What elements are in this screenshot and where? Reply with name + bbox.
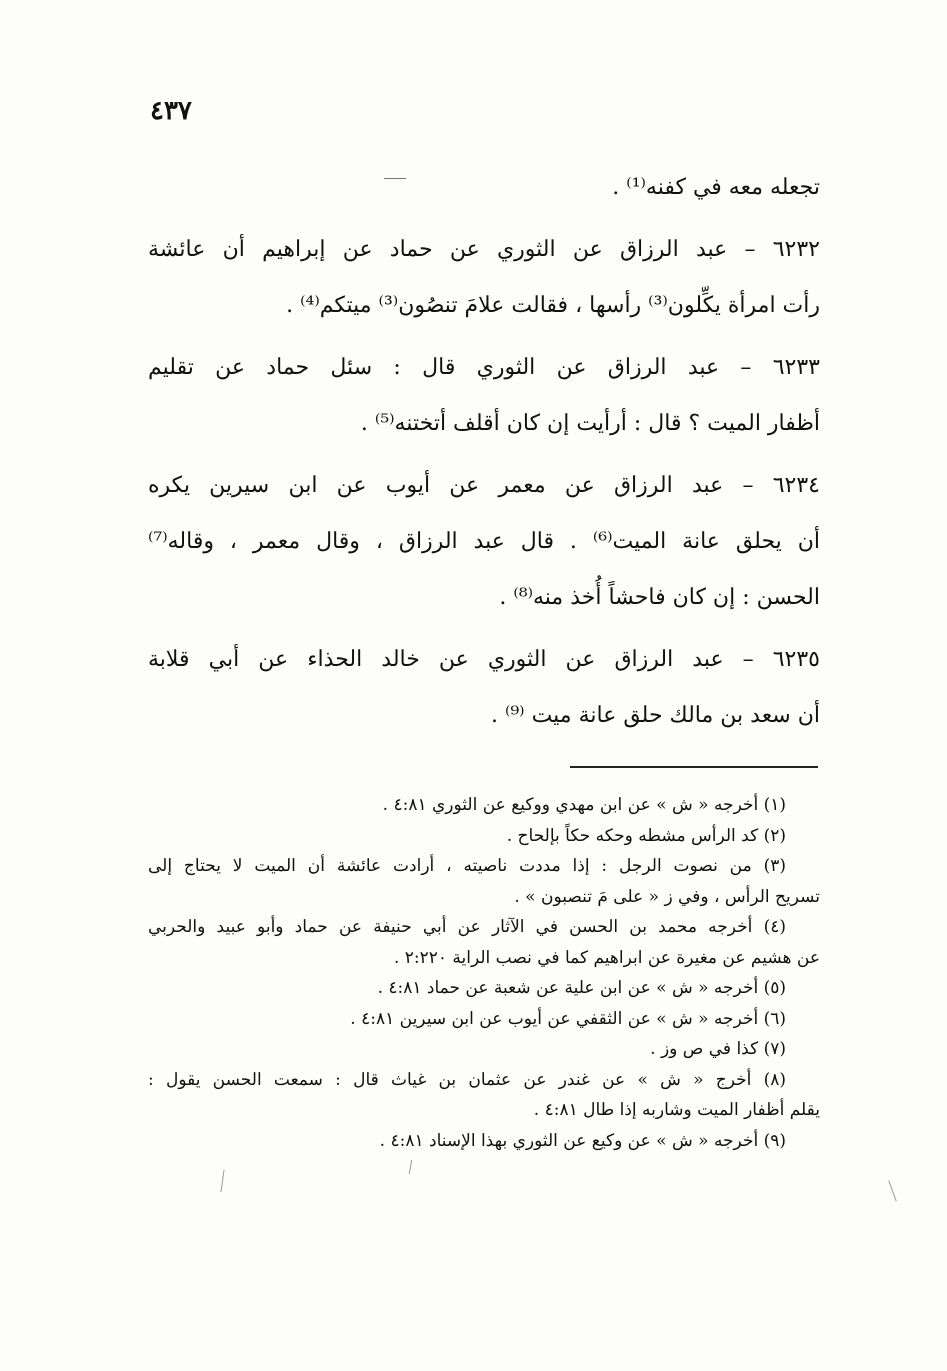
text-line: تجعله معه في كفنه⁽¹⁾ .: [612, 175, 820, 200]
footnote-line: (٣) من نصوت الرجل : إذا مددت ناصيته ، أرادت عائشة أن الميت لا يحتاج إلى: [148, 856, 786, 876]
text-line: رأت امرأة يكِّلون⁽³⁾ رأسها ، فقالت علامَ تنصُون⁽³⁾ ميتكم⁽⁴⁾ .: [286, 293, 820, 318]
main-text: [148, 160, 820, 744]
text-line: ٦٢٣٥ – عبد الرزاق عن الثوري عن خالد الحذاء عن أبي قلابة: [148, 647, 820, 672]
footnote-line: (٦) أخرجه « ش » عن الثقفي عن أيوب عن ابن سيرين ٤:٨١ .: [350, 1008, 786, 1029]
footnote-line: يقلم أظفار الميت وشاربه إذا طال ٤:٨١ .: [533, 1100, 820, 1120]
footnote-line: (٨) أخرج « ش » عن غندر عن عثمان بن غياث قال : سمعت الحسن يقول :: [148, 1069, 786, 1090]
text-line: ٦٢٣٢ – عبد الرزاق عن الثوري عن حماد عن إبراهيم أن عائشة: [148, 237, 820, 262]
footnote-separator: [570, 766, 818, 768]
page-number: ٤٣٧: [150, 96, 192, 126]
scan-mark: [220, 1170, 224, 1192]
scan-mark: [888, 1180, 896, 1201]
footnote-line: (٥) أخرجه « ش » عن ابن علية عن شعبة عن حماد ٤:٨١ .: [377, 978, 786, 998]
text-line: أن سعد بن مالك حلق عانة ميت ⁽⁹⁾ .: [490, 703, 820, 728]
footnote-line: (١) أخرجه « ش » عن ابن مهدي ووكيع عن الثوري ٤:٨١ .: [382, 795, 786, 815]
text-line: الحسن : إن كان فاحشاً أُخذ منه⁽⁸⁾ .: [499, 585, 820, 610]
scan-mark: [409, 1160, 412, 1174]
footnote-line: (٩) أخرجه « ش » عن وكيع عن الثوري بهذا الإسناد ٤:٨١ .: [379, 1130, 786, 1151]
footnote-line: (٧) كذا في ص وز .: [650, 1039, 786, 1059]
text-line: ٦٢٣٤ – عبد الرزاق عن معمر عن أيوب عن ابن سيرين يكره: [148, 473, 820, 498]
text-line: ٦٢٣٣ – عبد الرزاق عن الثوري قال : سئل حماد عن تقليم: [148, 355, 820, 380]
footnote-line: تسريح الرأس ، وفي ز « على مَ تنصبون » .: [514, 886, 820, 907]
footnotes: [148, 790, 820, 1156]
text-line: أظفار الميت ؟ قال : أرأيت إن كان أقلف أتختنه⁽⁵⁾ .: [360, 411, 820, 436]
footnote-line: (٢) كد الرأس مشطه وحكه حكاً بإلحاح .: [506, 825, 786, 846]
footnote-line: (٤) أخرجه محمد بن الحسن في الآثار عن أبي حنيفة عن حماد وأبو عبيد والحربي: [148, 917, 787, 937]
text-line: أن يحلق عانة الميت⁽⁶⁾ . قال عبد الرزاق ، وقال معمر ، وقاله⁽⁷⁾: [148, 529, 820, 554]
footnote-line: عن هشيم عن مغيرة عن ابراهيم كما في نصب الراية ٢:٢٢٠ .: [393, 947, 820, 968]
